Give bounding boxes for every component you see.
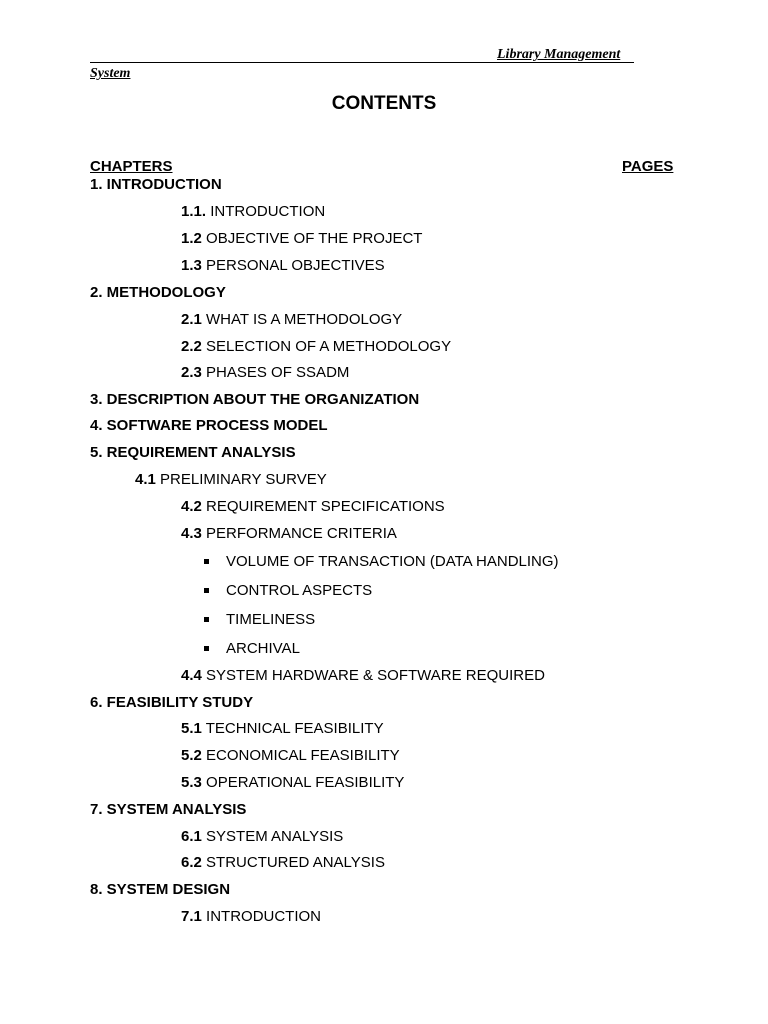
toc-section-title: SYSTEM ANALYSIS bbox=[201, 828, 344, 845]
toc-section bbox=[181, 230, 422, 248]
toc-chapter: 5. REQUIREMENT ANALYSIS bbox=[90, 444, 296, 461]
chapters-column-heading: CHAPTERS bbox=[90, 158, 173, 175]
bullet-icon bbox=[204, 617, 209, 622]
toc-bullet-item bbox=[226, 611, 315, 629]
toc-section-number: 4.1 bbox=[135, 471, 156, 488]
toc-section bbox=[181, 525, 397, 543]
toc-section bbox=[181, 498, 445, 516]
toc-section-title: ECONOMICAL FEASIBILITY bbox=[201, 747, 400, 764]
toc-section-title: PHASES OF SSADM bbox=[201, 364, 350, 381]
toc-section-number: 6.2 bbox=[181, 854, 202, 871]
toc-section bbox=[181, 720, 384, 738]
contents-heading: CONTENTS bbox=[331, 93, 437, 114]
toc-section bbox=[181, 774, 404, 792]
toc-bullet-item bbox=[226, 582, 372, 600]
toc-section bbox=[135, 471, 327, 489]
toc-section bbox=[181, 747, 400, 765]
toc-section bbox=[181, 854, 385, 872]
toc-section-title: INTRODUCTION bbox=[206, 203, 326, 220]
toc-section-number: 5.1 bbox=[181, 720, 202, 737]
header-rule bbox=[90, 62, 634, 63]
toc-section-number: 7.1 bbox=[181, 908, 202, 925]
toc-chapter: 7. SYSTEM ANALYSIS bbox=[90, 801, 247, 818]
toc-section-number: 1.1. bbox=[181, 203, 207, 220]
toc-section-number: 5.3 bbox=[181, 774, 202, 791]
toc-chapter: 3. DESCRIPTION ABOUT THE ORGANIZATION bbox=[90, 391, 420, 408]
toc-section-title: OBJECTIVE OF THE PROJECT bbox=[201, 230, 423, 247]
toc-chapter: 6. FEASIBILITY STUDY bbox=[90, 694, 254, 711]
toc-section bbox=[181, 908, 321, 926]
toc-section-number: 4.2 bbox=[181, 498, 202, 515]
toc-section-title: WHAT IS A METHODOLOGY bbox=[201, 311, 403, 328]
toc-bullet-text: ARCHIVAL bbox=[226, 640, 300, 657]
toc-section-number: 1.3 bbox=[181, 257, 202, 274]
toc-section-title: PERFORMANCE CRITERIA bbox=[201, 525, 397, 542]
toc-chapter: 8. SYSTEM DESIGN bbox=[90, 881, 231, 898]
toc-chapter: 2. METHODOLOGY bbox=[90, 284, 226, 301]
toc-section-number: 5.2 bbox=[181, 747, 202, 764]
toc-section-title: SYSTEM HARDWARE & SOFTWARE REQUIRED bbox=[201, 667, 545, 684]
pages-column-heading: PAGES bbox=[622, 158, 674, 175]
toc-section-title: PRELIMINARY SURVEY bbox=[155, 471, 327, 488]
toc-section bbox=[181, 338, 451, 356]
toc-section-title: OPERATIONAL FEASIBILITY bbox=[201, 774, 405, 791]
toc-section-number: 2.3 bbox=[181, 364, 202, 381]
toc-bullet-text: TIMELINESS bbox=[226, 611, 316, 628]
toc-section-number: 2.1 bbox=[181, 311, 202, 328]
toc-chapter: 4. SOFTWARE PROCESS MODEL bbox=[90, 417, 328, 434]
bullet-icon bbox=[204, 646, 209, 651]
running-header-title-continued: System bbox=[90, 66, 131, 81]
toc-section-title: INTRODUCTION bbox=[201, 908, 322, 925]
toc-section bbox=[181, 828, 343, 846]
toc-section-number: 4.3 bbox=[181, 525, 202, 542]
toc-section-number: 6.1 bbox=[181, 828, 202, 845]
toc-section bbox=[181, 203, 325, 221]
toc-bullet-text: VOLUME OF TRANSACTION (DATA HANDLING) bbox=[226, 553, 559, 570]
toc-section bbox=[181, 364, 349, 382]
toc-section-title: SELECTION OF A METHODOLOGY bbox=[201, 338, 452, 355]
toc-section bbox=[181, 257, 385, 275]
toc-section bbox=[181, 667, 545, 685]
bullet-icon bbox=[204, 559, 209, 564]
toc-bullet-item bbox=[226, 553, 559, 571]
toc-bullet-text: CONTROL ASPECTS bbox=[226, 582, 373, 599]
running-header-title: Library Management bbox=[497, 47, 621, 62]
bullet-icon bbox=[204, 588, 209, 593]
toc-section-number: 1.2 bbox=[181, 230, 202, 247]
toc-section-number: 2.2 bbox=[181, 338, 202, 355]
toc-section-number: 4.4 bbox=[181, 667, 202, 684]
toc-section-title: PERSONAL OBJECTIVES bbox=[201, 257, 385, 274]
toc-section-title: REQUIREMENT SPECIFICATIONS bbox=[201, 498, 445, 515]
toc-section-title: STRUCTURED ANALYSIS bbox=[201, 854, 385, 871]
toc-bullet-item bbox=[226, 640, 300, 658]
toc-chapter: 1. INTRODUCTION bbox=[90, 176, 222, 193]
toc-section-title: TECHNICAL FEASIBILITY bbox=[201, 720, 384, 737]
toc-section bbox=[181, 311, 402, 329]
